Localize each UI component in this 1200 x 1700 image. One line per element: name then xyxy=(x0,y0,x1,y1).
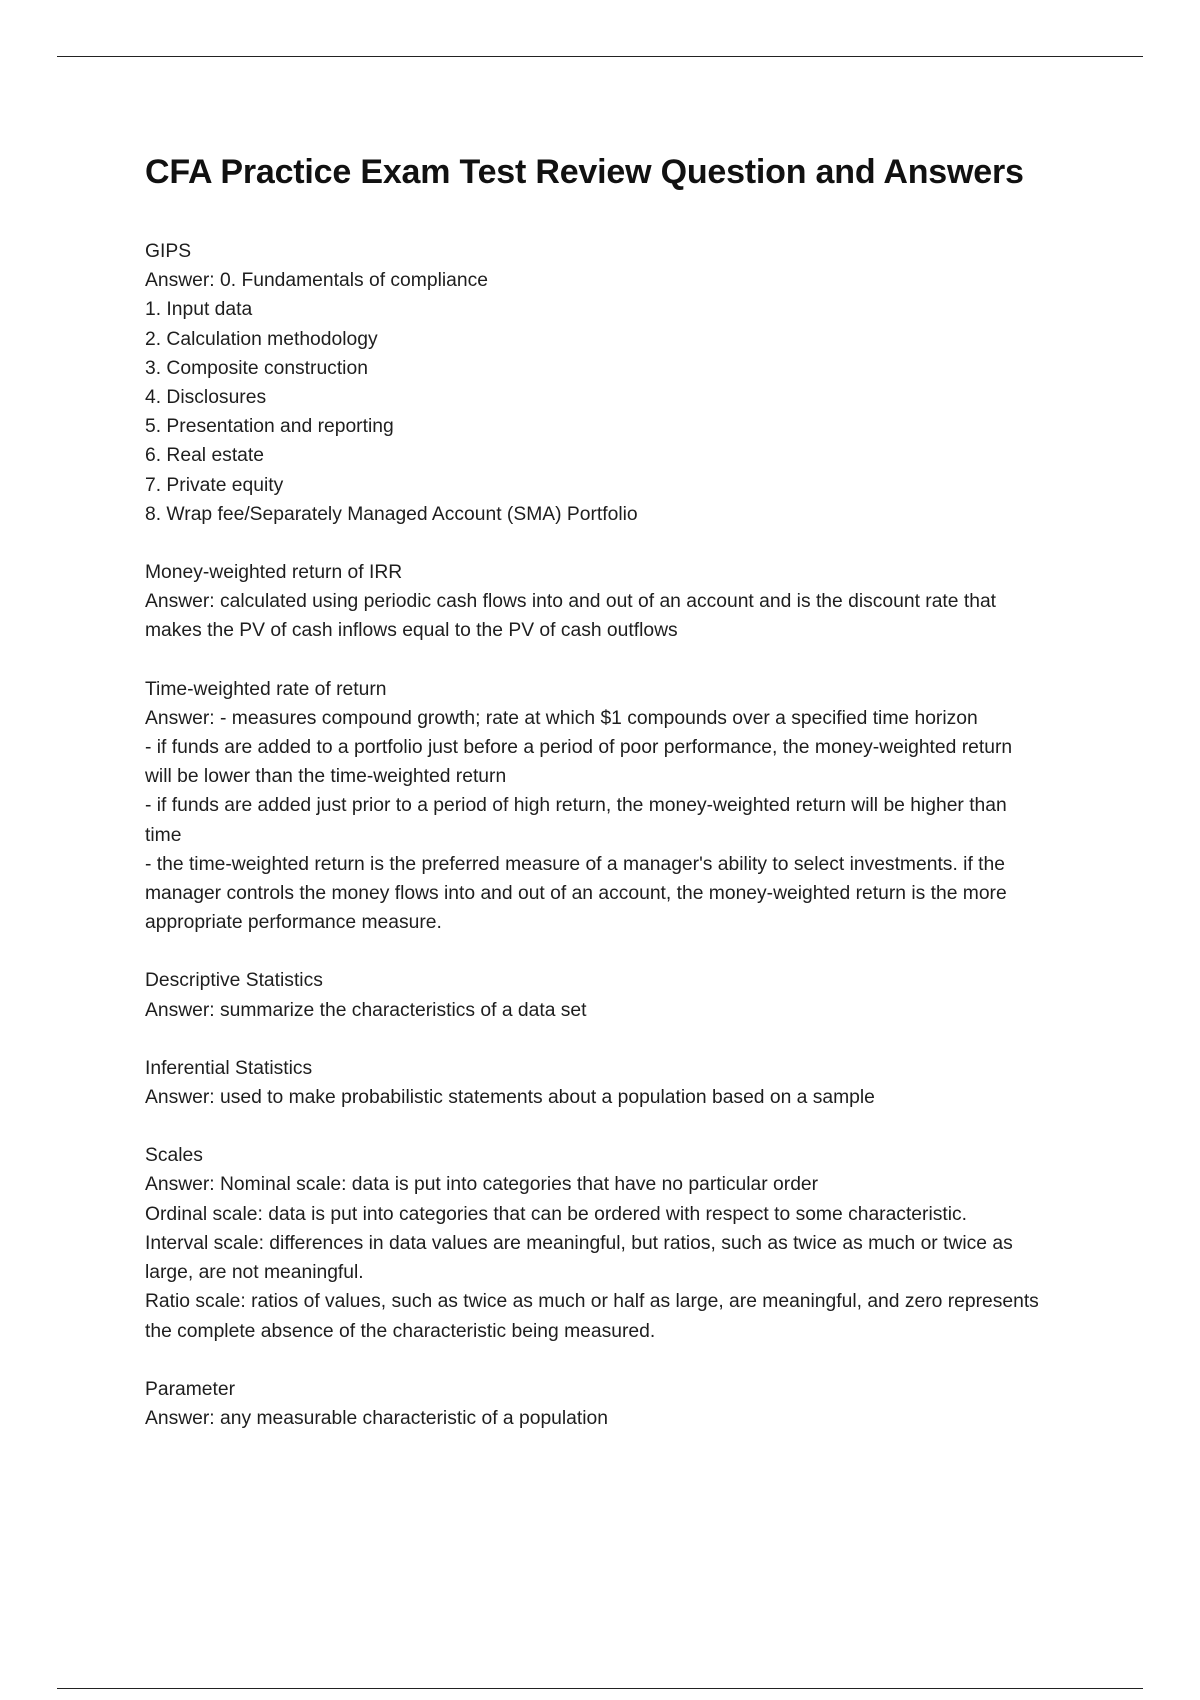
answer-line: 3. Composite construction xyxy=(145,357,368,379)
qa-entry-time-weighted-return xyxy=(145,675,1105,938)
document-title: CFA Practice Exam Test Review Question and Answers xyxy=(145,153,1024,191)
answer-line: the complete absence of the characteristic being measured. xyxy=(145,1320,656,1342)
question-term: GIPS xyxy=(145,241,192,262)
answer-line: Answer: 0. Fundamentals of compliance xyxy=(145,270,488,292)
answer-line: large, are not meaningful. xyxy=(145,1262,364,1284)
question-term: Parameter xyxy=(145,1378,236,1400)
question-term: Time-weighted rate of return xyxy=(145,678,387,700)
answer-line: 8. Wrap fee/Separately Managed Account (SMA) Portfolio xyxy=(145,503,638,525)
answer-line: 5. Presentation and reporting xyxy=(145,416,394,438)
answer-line: - if funds are added to a portfolio just before a period of poor performance, the money-weighted return xyxy=(145,737,1013,759)
answer-line: appropriate performance measure. xyxy=(145,912,442,934)
qa-entry-money-weighted-return xyxy=(145,558,1105,646)
qa-entry-descriptive-statistics xyxy=(145,966,1105,1024)
question-term: Descriptive Statistics xyxy=(145,970,323,992)
qa-entry-gips xyxy=(145,237,1105,529)
answer-line: Answer: summarize the characteristics of a data set xyxy=(145,999,587,1021)
answer-line: Answer: calculated using periodic cash flows into and out of an account and is the discount rate that xyxy=(145,591,997,613)
answer-line: Answer: any measurable characteristic of a population xyxy=(145,1407,608,1429)
question-term: Inferential Statistics xyxy=(145,1057,313,1079)
answer-line: - if funds are added just prior to a period of high return, the money-weighted return will be higher than xyxy=(145,795,1007,817)
answer-line: Ordinal scale: data is put into categories that can be ordered with respect to some characteristic. xyxy=(145,1203,968,1225)
answer-line: Answer: Nominal scale: data is put into categories that have no particular order xyxy=(145,1174,819,1196)
answer-line: 7. Private equity xyxy=(145,474,284,496)
footer-rule xyxy=(57,1688,1143,1689)
answer-line: Ratio scale: ratios of values, such as twice as much or half as large, are meaningful, and zero represents xyxy=(145,1291,1039,1313)
question-term: Money-weighted return of IRR xyxy=(145,562,403,584)
answer-line: Interval scale: differences in data values are meaningful, but ratios, such as twice as much or twice as xyxy=(145,1232,1013,1254)
qa-entry-parameter xyxy=(145,1375,1105,1433)
answer-line: Answer: - measures compound growth; rate at which $1 compounds over a specified time horizon xyxy=(145,707,978,729)
answer-line: 2. Calculation methodology xyxy=(145,328,378,350)
answer-line: manager controls the money flows into and out of an account, the money-weighted return is the more xyxy=(145,883,1007,905)
answer-line: - the time-weighted return is the preferred measure of a manager's ability to select investments. if the xyxy=(145,853,1005,875)
document-body xyxy=(145,146,1105,1462)
qa-entry-scales xyxy=(145,1141,1105,1345)
answer-line: time xyxy=(145,824,182,846)
answer-line: 6. Real estate xyxy=(145,445,264,467)
answer-line: makes the PV of cash inflows equal to the PV of cash outflows xyxy=(145,620,678,642)
header-rule xyxy=(57,56,1143,57)
answer-line: Answer: used to make probabilistic statements about a population based on a sample xyxy=(145,1087,875,1109)
answer-line: 4. Disclosures xyxy=(145,387,267,409)
answer-line: will be lower than the time-weighted return xyxy=(145,766,507,788)
answer-line: 1. Input data xyxy=(145,299,253,321)
qa-entry-inferential-statistics xyxy=(145,1054,1105,1112)
question-term: Scales xyxy=(145,1145,203,1167)
